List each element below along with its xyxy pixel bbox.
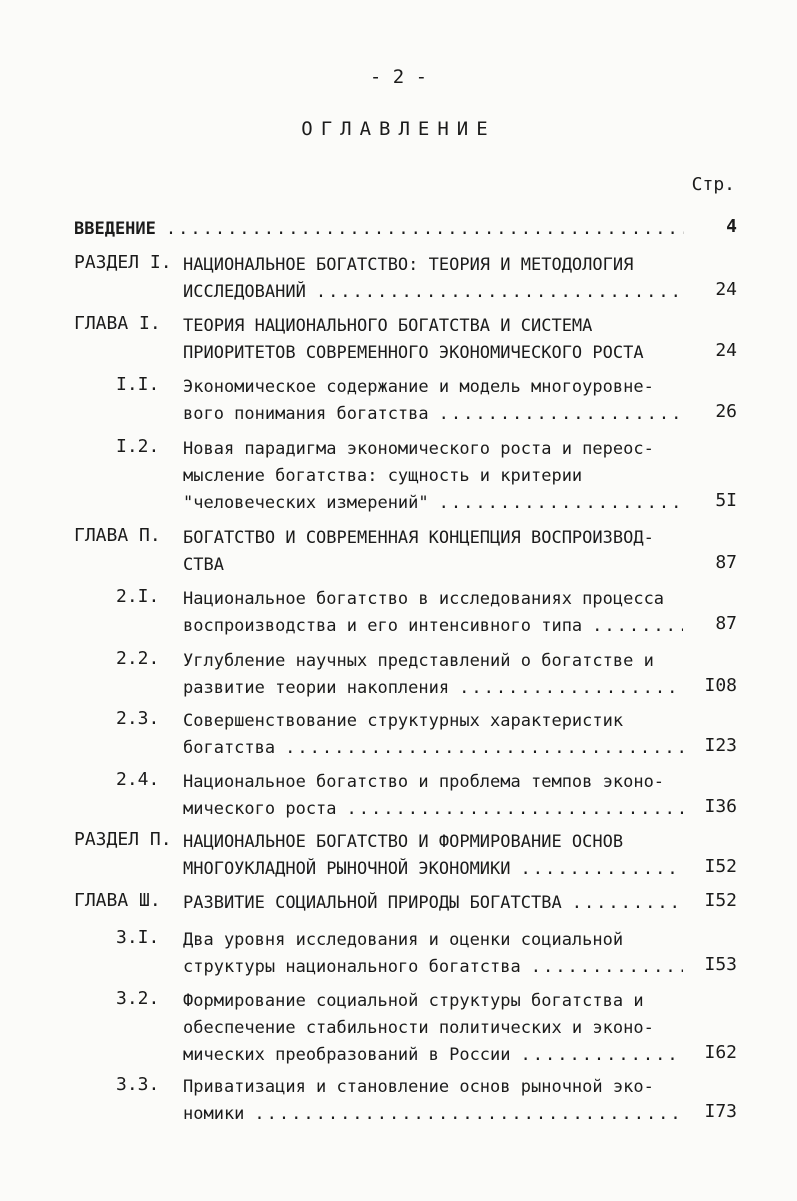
- toc-entry-text: Совершенствование структурных характеристик: [183, 711, 624, 731]
- toc-title: ОГЛАВЛЕНИЕ: [301, 118, 496, 140]
- toc-entry-number: 2.3.: [116, 708, 160, 729]
- toc-entry-text: вого понимания богатства: [183, 404, 429, 424]
- toc-entry-number: РАЗДЕЛ I.: [74, 252, 172, 273]
- dot-leader: [166, 216, 684, 243]
- toc-entry-text: Углубление научных представлений о богатстве и: [183, 651, 654, 671]
- toc-entry-page: I73: [704, 1101, 737, 1122]
- toc-entry-text: Экономическое содержание и модель многоуровне-: [183, 377, 654, 397]
- toc-entry-text: номики: [183, 1104, 245, 1124]
- toc-entry-text: мысление богатства: сущность и критерии: [183, 466, 583, 486]
- toc-entry-text: ПРИОРИТЕТОВ СОВРЕМЕННОГО ЭКОНОМИЧЕСКОГО РОСТА: [183, 343, 644, 363]
- toc-entry-text: развитие теории накопления: [183, 678, 450, 698]
- toc-entry-number: ГЛАВА I.: [74, 313, 161, 334]
- toc-entry-number: ГЛАВА П.: [74, 525, 161, 546]
- toc-entry-text: НАЦИОНАЛЬНОЕ БОГАТСТВО: ТЕОРИЯ И МЕТОДОЛОГИЯ: [183, 255, 634, 275]
- toc-entry-text: ТЕОРИЯ НАЦИОНАЛЬНОГО БОГАТСТВА И СИСТЕМА: [183, 316, 593, 336]
- toc-entry-number: 2.4.: [116, 769, 160, 790]
- toc-entry-number: I.2.: [116, 436, 160, 457]
- dot-leader: [531, 954, 683, 981]
- toc-entry-text: СТВА: [183, 555, 224, 575]
- dot-leader: [347, 796, 683, 823]
- toc-entry-page: I08: [704, 675, 737, 696]
- dot-leader: [316, 279, 683, 306]
- toc-entry-page: 87: [715, 552, 737, 573]
- toc-entry-text: мических преобразований в России: [183, 1045, 511, 1065]
- toc-entry-page: I23: [704, 735, 737, 756]
- toc-entry-text: Два уровня исследования и оценки социальной: [183, 930, 624, 950]
- toc-entry-page: 4: [726, 216, 737, 237]
- toc-entry-number: ГЛАВА Ш.: [74, 890, 161, 911]
- toc-entry-page: 26: [715, 401, 737, 422]
- toc-entry-text: БОГАТСТВО И СОВРЕМЕННАЯ КОНЦЕПЦИЯ ВОСПРОИЗВОД-: [183, 528, 654, 548]
- dot-leader: [439, 401, 683, 428]
- toc-entry-page: I52: [704, 856, 737, 877]
- toc-entry-page: I52: [704, 890, 737, 911]
- toc-entry-text: мического роста: [183, 799, 337, 819]
- toc-entry-text: РАЗВИТИЕ СОЦИАЛЬНОЙ ПРИРОДЫ БОГАТСТВА: [183, 893, 562, 913]
- page-number: - 2 -: [369, 66, 428, 88]
- toc-entry-page: 24: [715, 279, 737, 300]
- toc-entry-number: 3.2.: [116, 988, 160, 1009]
- toc-entry-number: 2.2.: [116, 648, 160, 669]
- toc-entry-number: 3.3.: [116, 1074, 160, 1095]
- toc-entry-page: I53: [704, 954, 737, 975]
- dot-leader: [285, 735, 683, 762]
- dot-leader: [521, 856, 683, 883]
- toc-entry-text: Национальное богатство в исследованиях процесса: [183, 589, 665, 609]
- toc-entry-text: ИССЛЕДОВАНИЙ: [183, 282, 306, 302]
- toc-entry-number: 2.I.: [116, 586, 160, 607]
- toc-entry-page: 24: [715, 340, 737, 361]
- toc-entry-text: структуры национального богатства: [183, 957, 521, 977]
- dot-leader: [254, 1101, 683, 1128]
- dot-leader: [459, 675, 683, 702]
- toc-entry-text: Приватизация и становление основ рыночной эко-: [183, 1077, 654, 1097]
- toc-entry-text: обеспечение стабильности политических и эконо-: [183, 1018, 654, 1038]
- toc-entry-text: воспроизводства и его интенсивного типа: [183, 616, 583, 636]
- toc-entry-number: 3.I.: [116, 927, 160, 948]
- dot-leader: [521, 1042, 683, 1069]
- toc-entry-text: МНОГОУКЛАДНОЙ РЫНОЧНОЙ ЭКОНОМИКИ: [183, 859, 511, 879]
- toc-entry-page: 87: [715, 613, 737, 634]
- dot-leader: [439, 490, 683, 517]
- toc-entry-text: "человеческих измерений": [183, 493, 429, 513]
- toc-entry-page: I36: [704, 796, 737, 817]
- toc-entry-text: Национальное богатство и проблема темпов эконо-: [183, 772, 665, 792]
- dot-leader: [592, 613, 683, 640]
- toc-entry-text: богатства: [183, 738, 276, 758]
- toc-entry-number: I.I.: [116, 374, 160, 395]
- toc-entry-number: РАЗДЕЛ П.: [74, 829, 172, 850]
- toc-entry-page: I62: [704, 1042, 737, 1063]
- page-column-header: Стр.: [691, 174, 735, 195]
- dot-leader: [572, 890, 683, 917]
- toc-entry-text: Формирование социальной структуры богатства и: [183, 991, 644, 1011]
- toc-entry-page: 5I: [715, 490, 737, 511]
- toc-entry-text: Новая парадигма экономического роста и переос-: [183, 439, 654, 459]
- toc-entry-text: НАЦИОНАЛЬНОЕ БОГАТСТВО И ФОРМИРОВАНИЕ ОСНОВ: [183, 832, 624, 852]
- toc-entry-text: ВВЕДЕНИЕ: [74, 219, 156, 239]
